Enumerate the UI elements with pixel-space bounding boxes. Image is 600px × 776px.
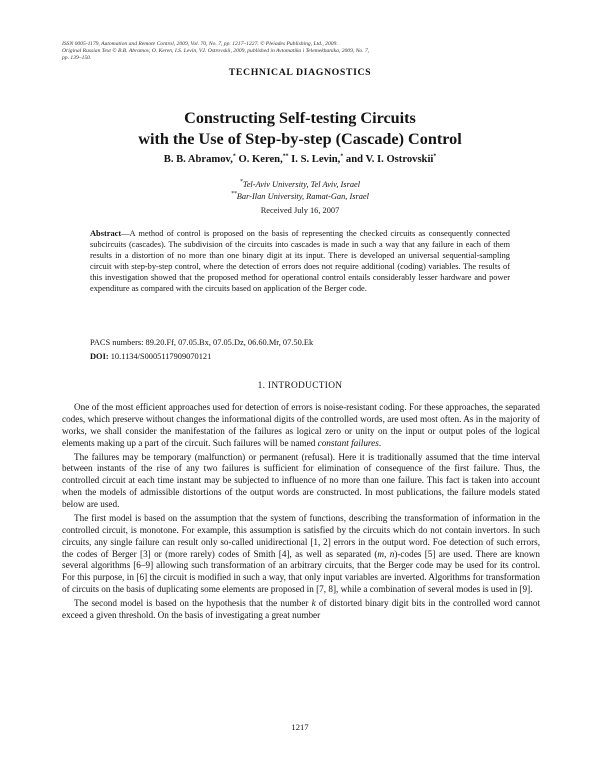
section-heading-introduction: 1. INTRODUCTION bbox=[257, 381, 343, 391]
section-label: TECHNICAL DIAGNOSTICS bbox=[228, 67, 372, 78]
affiliation-mark: ** bbox=[231, 191, 237, 198]
author-mark: * bbox=[340, 153, 344, 160]
title-line-2: with the Use of Step-by-step (Cascade) Control bbox=[138, 130, 462, 148]
page-number: 1217 bbox=[291, 722, 309, 732]
affiliation-text: Bar-Ilan University, Ramat-Gan, Israel bbox=[236, 192, 369, 201]
paragraph-text: The first model is based on the assumption that the system of functions, describing the transformation of information in the controlled circuit, is monotone. For example, this assumption is satisfied by the circuits which do not contain invertors. In such circuits, any single failure can result only so-called unidirectional [1, 2] errors in the output word. Foe detection of such errors, the codes of Berger [3] or (more rarely) codes of Smith [4], as well as separated ( bbox=[62, 512, 540, 559]
paragraph-text: The second model is based on the hypothesis that the number bbox=[74, 598, 309, 609]
abstract-label: Abstract bbox=[90, 229, 122, 238]
affiliation-mark: * bbox=[239, 179, 243, 186]
paragraph: The failures may be temporary (malfunction) or permanent (refusal). Here it is traditionally assumed that the time interval between instants of the rise of any two failures is sufficient for elimination of consequence of the first failure. Thus, the controlled circuit at each time instant may be subjected to influence of no more than one failure. This fact is taken into account when the models of admissible distortions of the output words are constructed. In most publications, the failure models stated below are used. bbox=[62, 451, 540, 509]
math-variable: m bbox=[377, 548, 385, 559]
pacs-numbers: PACS numbers: 89.20.Ff, 07.05.Bx, 07.05.Dz, 06.60.Mr, 07.50.Ek bbox=[90, 338, 314, 347]
punctuation: , bbox=[384, 548, 390, 559]
received-date: Received July 16, 2007 bbox=[260, 206, 340, 215]
punctuation: . bbox=[378, 437, 382, 448]
doi bbox=[90, 352, 510, 361]
author-mark: * bbox=[433, 153, 437, 160]
author-name: B. B. Abramov, bbox=[163, 154, 233, 165]
paragraph bbox=[62, 598, 540, 622]
math-variable: n bbox=[389, 548, 395, 559]
author-list bbox=[60, 154, 540, 165]
paper-title bbox=[60, 108, 540, 150]
title-line-1: Constructing Self-testing Circuits bbox=[184, 109, 416, 127]
author-mark: ** bbox=[282, 153, 289, 160]
paragraph-text: of distorted binary digit bits in the controlled word cannot exceed a given threshold. On the basis of investigating a great number bbox=[62, 598, 540, 620]
emphasis: constant failures bbox=[317, 437, 379, 448]
affiliation bbox=[60, 180, 540, 189]
author-mark: * bbox=[232, 153, 236, 160]
doi-label: DOI: bbox=[90, 352, 109, 361]
author-name: O. Keren, bbox=[238, 154, 283, 165]
author-name: I. S. Levin, bbox=[291, 154, 341, 165]
original-text-line: Original Russian Text © B.B. Abramov, O. Keren, I.S. Levin, V.I. Ostrovskii, 2009, published in Avtomatika i Telemekhanika, 2009, No. 7, bbox=[62, 48, 370, 55]
author-name: and V. I. Ostrovskii bbox=[345, 154, 434, 165]
math-variable: k bbox=[311, 598, 316, 609]
affiliation bbox=[60, 192, 540, 201]
issn-line: ISSN 0005-1179, Automation and Remote Control, 2009, Vol. 70, No. 7, pp. 1217–1227. © Pleiades Publishing, Ltd., 2009. bbox=[62, 41, 338, 47]
paragraph bbox=[62, 402, 540, 449]
doi-value: 10.1134/S0005117909070121 bbox=[110, 352, 212, 361]
paragraph-text: One of the most efficient approaches used for detection of errors is noise-resistant coding. For these approaches, the separated codes, which preserve without changes the informational digits of the controlled words, are used most often. As in the majority of works, we shall consider the manifestation of the failures as logical zero or unity on the input or output poles of the logical elements making up a part of the circuit. Such failures will be named bbox=[62, 402, 540, 448]
abstract bbox=[90, 228, 510, 295]
abstract-text: —A method of control is proposed on the basis of representing the checked circuits as consequently connected subcircuits (cascades). The subdivision of the circuits into cascades is made in such a way that any failure in each of them results in a distortion of no more than one binary digit at its input. There is developed an universal sequential-sampling circuit with step-by-step control, where the detection of errors does not require additional (coding) variables. The results of this investigation showed that the proposed method for operational control entails considerably lesser hardware and power expenditure as compared with the circuits based on application of the Berger code. bbox=[90, 229, 510, 294]
journal-header bbox=[62, 41, 552, 63]
body-text bbox=[62, 402, 540, 624]
paragraph-text: )-codes [5] are used. There are known several algorithms [6–9] allowing such transformation of an arbitrary circuits, that the Berger code may be used for its control. For this purpose, in [6] the circuit is modified in such a way, that only input variables are inverted. Algorithms for transformation of circuits on the basis of duplicating some elements are proposed in [7, 8], while a combination of several modes is used in [9]. bbox=[62, 548, 540, 595]
paragraph bbox=[62, 513, 540, 596]
affiliation-text: Tel-Aviv University, Tel Aviv, Israel bbox=[242, 180, 361, 189]
pages-line: pp. 139–150. bbox=[62, 55, 92, 62]
